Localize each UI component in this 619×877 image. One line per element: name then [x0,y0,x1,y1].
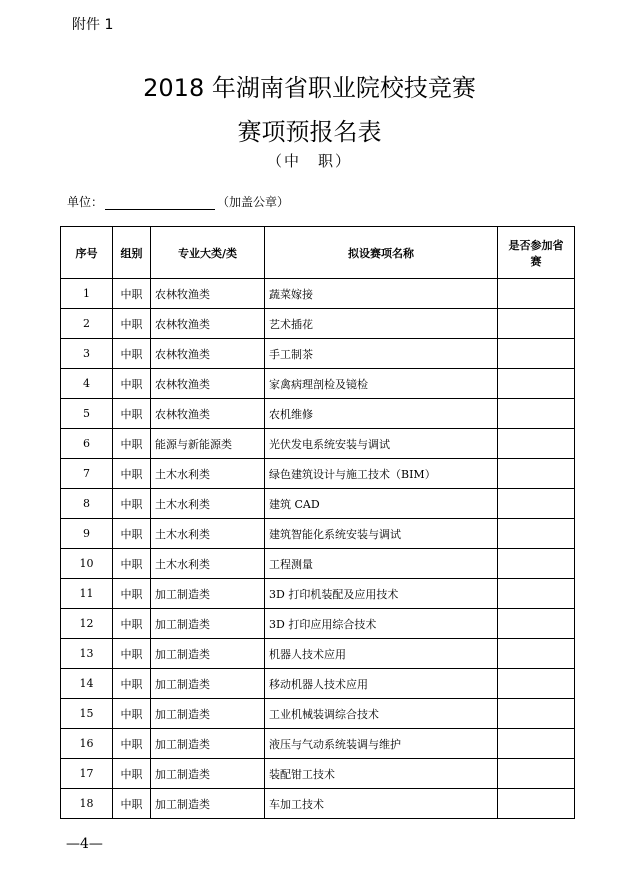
cell-participate [498,429,575,459]
cell-category: 加工制造类 [151,759,265,789]
cell-participate [498,729,575,759]
table-row [61,399,575,429]
cell-group: 中职 [113,639,151,669]
cell-event-name: 3D 打印应用综合技术 [265,609,498,639]
cell-seq: 15 [61,699,113,729]
table-row [61,579,575,609]
table-row [61,549,575,579]
registration-table [60,226,586,819]
cell-seq: 1 [61,279,113,309]
table-row [61,789,575,819]
cell-event-name: 移动机器人技术应用 [265,669,498,699]
unit-blank-line [105,197,215,210]
table-body [61,279,575,819]
cell-group: 中职 [113,579,151,609]
cell-participate [498,579,575,609]
cell-seq: 4 [61,369,113,399]
cell-participate [498,609,575,639]
table-header-row [61,227,575,279]
table-row [61,279,575,309]
cell-participate [498,489,575,519]
cell-group: 中职 [113,399,151,429]
table-row [61,699,575,729]
cell-event-name: 3D 打印机装配及应用技术 [265,579,498,609]
table-row [61,639,575,669]
cell-seq: 17 [61,759,113,789]
cell-group: 中职 [113,549,151,579]
cell-category: 农林牧渔类 [151,399,265,429]
attachment-label: 附件 1 [72,17,114,33]
cell-event-name: 光伏发电系统安装与调试 [265,429,498,459]
cell-event-name: 手工制茶 [265,339,498,369]
table-row [61,759,575,789]
cell-seq: 8 [61,489,113,519]
cell-category: 农林牧渔类 [151,279,265,309]
table-row [61,309,575,339]
cell-group: 中职 [113,429,151,459]
cell-participate [498,759,575,789]
document-title-line1: 2018 年湖南省职业院校技竞赛 [143,74,476,102]
cell-group: 中职 [113,459,151,489]
table-row [61,609,575,639]
cell-group: 中职 [113,789,151,819]
cell-seq: 6 [61,429,113,459]
cell-seq: 18 [61,789,113,819]
table-row [61,489,575,519]
table-row [61,339,575,369]
cell-participate [498,339,575,369]
cell-group: 中职 [113,609,151,639]
cell-event-name: 建筑 CAD [265,489,498,519]
cell-participate [498,639,575,669]
header-participate: 是否参加省 赛 [498,227,575,279]
cell-event-name: 蔬菜嫁接 [265,279,498,309]
cell-seq: 10 [61,549,113,579]
cell-category: 加工制造类 [151,639,265,669]
cell-seq: 13 [61,639,113,669]
cell-category: 农林牧渔类 [151,339,265,369]
cell-seq: 3 [61,339,113,369]
cell-seq: 12 [61,609,113,639]
unit-row [67,193,289,210]
table-row [61,369,575,399]
cell-event-name: 家禽病理剖检及镜检 [265,369,498,399]
cell-event-name: 装配钳工技术 [265,759,498,789]
cell-category: 加工制造类 [151,699,265,729]
table-row [61,429,575,459]
cell-participate [498,789,575,819]
cell-seq: 14 [61,669,113,699]
header-category: 专业大类/类 [151,227,265,279]
cell-participate [498,699,575,729]
cell-event-name: 车加工技术 [265,789,498,819]
cell-category: 加工制造类 [151,669,265,699]
cell-group: 中职 [113,669,151,699]
cell-group: 中职 [113,279,151,309]
cell-category: 农林牧渔类 [151,369,265,399]
cell-category: 土木水利类 [151,519,265,549]
cell-participate [498,279,575,309]
cell-participate [498,669,575,699]
cell-event-name: 液压与气动系统装调与维护 [265,729,498,759]
unit-label: 单位： [67,195,104,209]
cell-participate [498,309,575,339]
cell-event-name: 机器人技术应用 [265,639,498,669]
unit-note: （加盖公章） [217,195,290,209]
cell-category: 加工制造类 [151,579,265,609]
cell-group: 中职 [113,759,151,789]
cell-category: 加工制造类 [151,789,265,819]
cell-participate [498,369,575,399]
cell-event-name: 绿色建筑设计与施工技术（BIM） [265,459,498,489]
cell-group: 中职 [113,309,151,339]
cell-group: 中职 [113,699,151,729]
cell-group: 中职 [113,489,151,519]
header-group: 组别 [113,227,151,279]
cell-seq: 5 [61,399,113,429]
table-row [61,459,575,489]
document-subtitle: （中 职） [266,152,352,170]
table-row [61,519,575,549]
page-number: —4— [66,836,103,852]
cell-participate [498,459,575,489]
cell-event-name: 工业机械装调综合技术 [265,699,498,729]
cell-event-name: 农机维修 [265,399,498,429]
cell-group: 中职 [113,339,151,369]
cell-group: 中职 [113,729,151,759]
cell-seq: 2 [61,309,113,339]
cell-participate [498,519,575,549]
cell-category: 土木水利类 [151,549,265,579]
cell-seq: 9 [61,519,113,549]
cell-participate [498,549,575,579]
cell-event-name: 工程测量 [265,549,498,579]
cell-category: 加工制造类 [151,609,265,639]
cell-event-name: 艺术插花 [265,309,498,339]
cell-group: 中职 [113,369,151,399]
document-title-line2: 赛项预报名表 [237,118,382,146]
cell-category: 土木水利类 [151,459,265,489]
cell-seq: 11 [61,579,113,609]
cell-category: 能源与新能源类 [151,429,265,459]
cell-participate [498,399,575,429]
cell-seq: 16 [61,729,113,759]
cell-category: 农林牧渔类 [151,309,265,339]
header-seq: 序号 [61,227,113,279]
cell-category: 土木水利类 [151,489,265,519]
cell-category: 加工制造类 [151,729,265,759]
cell-seq: 7 [61,459,113,489]
header-event-name: 拟设赛项名称 [265,227,498,279]
cell-group: 中职 [113,519,151,549]
table-row [61,669,575,699]
cell-event-name: 建筑智能化系统安装与调试 [265,519,498,549]
table-row [61,729,575,759]
